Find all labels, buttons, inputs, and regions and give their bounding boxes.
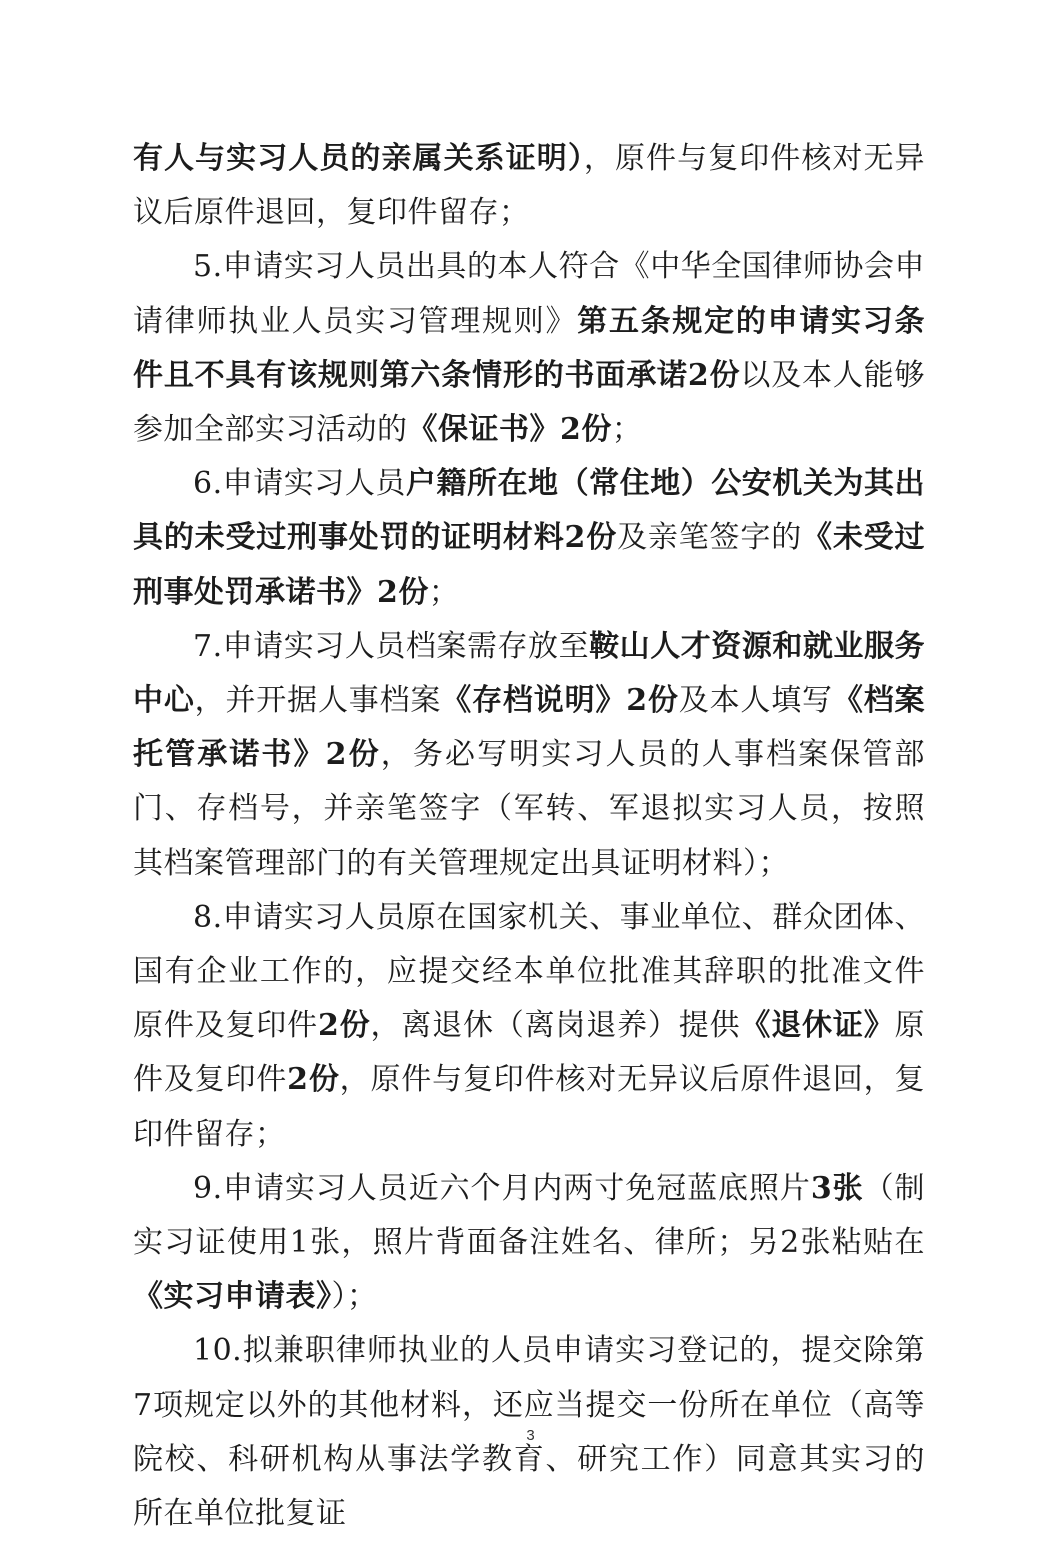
text-segment: 及本人填写 — [678, 683, 833, 719]
bold-text-segment: 有人与实习人员的亲属关系证明） — [133, 141, 584, 176]
paragraph-item-8 — [133, 891, 925, 1162]
text-segment: 5.申请实习人员出具的本人符合《中华全国律师协会申请律师执业人员实习管理规则》 — [133, 249, 925, 339]
text-segment: 原件及复印件 — [133, 1008, 926, 1098]
bold-text-segment: 《实习申请表》 — [133, 1279, 332, 1315]
bold-text-segment: 《档案托管承诺书》2份 — [133, 683, 926, 773]
paragraph-continuation — [133, 132, 925, 240]
paragraph-item-7 — [133, 620, 925, 891]
text-segment: ； — [611, 412, 643, 448]
text-segment: 及亲笔签字的 — [617, 520, 803, 556]
page-number: 3 — [526, 1427, 535, 1444]
text-segment: ，离退休（离岗退养）提供 — [370, 1008, 741, 1044]
bold-text-segment: 第五条规定的申请实习条件且不具有该规则第六条情形的书面承诺2份 — [133, 303, 926, 393]
text-segment: 8.申请实习人员原在国家机关、事业单位、群众团体、国有企业工作的，应提交经本单位批准其辞职的批准文件原件及复印件 — [133, 899, 925, 1044]
bold-text-segment: 《未受过刑事处罚承诺书》2份 — [133, 520, 926, 610]
bold-text-segment: 《退休证》 — [740, 1008, 895, 1044]
bold-text-segment: 户籍所在地（常住地）公安机关为其出具的未受过刑事处罚的证明材料2份 — [133, 466, 925, 556]
text-segment: ，并开据人事档案 — [194, 683, 442, 719]
bold-text-segment: 《保证书》2份 — [407, 412, 612, 448]
text-segment: ，务必写明实习人员的人事档案保管部门、存档号，并亲笔签字（军转、军退拟实习人员，按照其档案管理部门的有关管理规定出具证明材料）； — [133, 737, 925, 881]
text-segment: ）； — [331, 1279, 378, 1315]
paragraph-item-6 — [133, 457, 925, 620]
bold-text-segment: 3张 — [810, 1170, 864, 1206]
text-segment: 9.申请实习人员近六个月内两寸免冠蓝底照片 — [193, 1170, 811, 1206]
text-segment: ，原件与复印件核对无异议后原件退回，复印件留存； — [133, 141, 926, 231]
text-segment: 7.申请实习人员档案需存放至 — [193, 628, 590, 664]
bold-text-segment: 《存档说明》2份 — [441, 683, 679, 719]
paragraph-item-5 — [133, 240, 925, 457]
bold-text-segment: 2份 — [287, 1062, 340, 1098]
bold-text-segment: 2份 — [317, 1008, 371, 1044]
text-segment: 以及本人能够参加全部实习活动的 — [133, 357, 925, 448]
text-segment: 10.拟兼职律师执业的人员申请实习登记的，提交除第7项规定以外的其他材料，还应当提交一份所在单位（高等院校、科研机构从事法学教育、研究工作）同意其实习的所在单位批复证 — [133, 1333, 925, 1532]
paragraph-item-9 — [133, 1162, 925, 1325]
text-segment: 6.申请实习人员 — [193, 466, 406, 502]
text-segment: ； — [428, 574, 460, 610]
document-body — [133, 132, 925, 1541]
text-segment: （制实习证使用1张，照片背面备注姓名、律所；另2张粘贴在 — [133, 1170, 926, 1261]
text-segment: ，原件与复印件核对无异议后原件退回，复印件留存； — [133, 1062, 926, 1152]
bold-text-segment: 鞍山人才资源和就业服务中心 — [133, 628, 926, 719]
